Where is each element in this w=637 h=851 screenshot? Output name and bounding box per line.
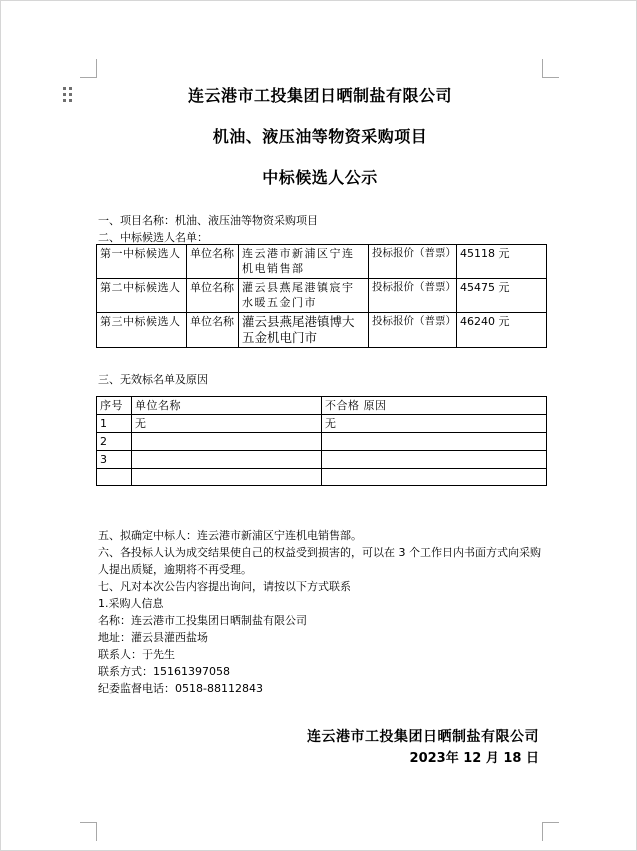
- index-cell: 2: [97, 433, 132, 451]
- section-1-project-name: 一、项目名称：机油、液压油等物资采购项目: [98, 214, 318, 227]
- col-header-reason: 不合格 原因: [322, 397, 547, 415]
- unit-cell: 无: [132, 415, 322, 433]
- section-5-winner: 五、拟确定中标人：连云港市新浦区宁连机电销售部。: [98, 529, 362, 542]
- table-row: [97, 245, 547, 279]
- doc-title-project: 机油、液压油等物资采购项目: [212, 127, 428, 146]
- table-row: [97, 313, 547, 348]
- section-2-candidate-list-heading: 二、中标候选人名单：: [98, 231, 208, 244]
- unit-label: 单位名称: [187, 313, 239, 348]
- candidate-rank: 第三中标候选人: [97, 313, 187, 348]
- signature-block: [98, 726, 542, 770]
- candidates-table: [96, 244, 547, 348]
- section-7-contact-heading: 七、凡对本次公告内容提出询问，请按以下方式联系: [98, 580, 351, 593]
- index-cell: 1: [97, 415, 132, 433]
- unit-label: 单位名称: [187, 245, 239, 279]
- doc-title-notice: 中标候选人公示: [262, 168, 378, 187]
- table-row: [97, 469, 547, 486]
- margin-crop-mark-top-left: [80, 59, 97, 78]
- table-row: [97, 279, 547, 313]
- table-row: [97, 451, 547, 469]
- col-header-index: 序号: [97, 397, 132, 415]
- unit-cell: [132, 433, 322, 451]
- reason-cell: 无: [322, 415, 547, 433]
- drag-handle-icon[interactable]: [63, 87, 72, 102]
- invalid-bids-table: [96, 396, 547, 486]
- purchaser-address: 地址：灌云县灌西盐场: [98, 631, 208, 644]
- price-value: 45118 元: [457, 245, 547, 279]
- signature-date: 2023年 12 月 18 日: [409, 751, 539, 766]
- margin-crop-mark-bottom-left: [80, 822, 97, 841]
- table-row: [97, 415, 547, 433]
- index-cell: 3: [97, 451, 132, 469]
- reason-cell: [322, 451, 547, 469]
- price-label: 投标报价（普票）: [369, 245, 457, 279]
- contact-phone: 联系方式：15161397058: [98, 665, 230, 678]
- unit-name: 灌云县燕尾港镇宸宇水暖五金门市: [239, 279, 369, 313]
- margin-crop-mark-bottom-right: [542, 822, 559, 841]
- price-value: 45475 元: [457, 279, 547, 313]
- unit-cell: [132, 451, 322, 469]
- unit-name: 灌云县燕尾港镇博大五金机电门市: [239, 313, 369, 348]
- reason-cell: [322, 433, 547, 451]
- unit-label: 单位名称: [187, 279, 239, 313]
- margin-crop-mark-top-right: [542, 59, 559, 78]
- col-header-unit: 单位名称: [132, 397, 322, 415]
- price-value: 46240 元: [457, 313, 547, 348]
- signature-company: 连云港市工投集团日晒制盐有限公司: [307, 729, 539, 745]
- discipline-phone: 纪委监督电话：0518-88112843: [98, 682, 263, 695]
- candidate-rank: 第一中标候选人: [97, 245, 187, 279]
- table-row: [97, 433, 547, 451]
- document-content: [98, 79, 542, 770]
- table-header-row: [97, 397, 547, 415]
- price-label: 投标报价（普票）: [369, 279, 457, 313]
- reason-cell: [322, 469, 547, 486]
- price-label: 投标报价（普票）: [369, 313, 457, 348]
- doc-title-company: 连云港市工投集团日晒制盐有限公司: [187, 86, 452, 105]
- unit-name: 连云港市新浦区宁连机电销售部: [239, 245, 369, 279]
- index-cell: [97, 469, 132, 486]
- contact-person: 联系人：于先生: [98, 648, 175, 661]
- purchaser-name: 名称：连云港市工投集团日晒制盐有限公司: [98, 614, 307, 627]
- purchaser-info-heading: 1.采购人信息: [98, 597, 164, 610]
- section-6-objection-notice: 六、各投标人认为成交结果使自己的权益受到损害的，可以在 3 个工作日内书面方式向采购人提出质疑，逾期将不再受理。: [98, 546, 541, 576]
- unit-cell: [132, 469, 322, 486]
- section-3-invalid-bids-heading: 三、无效标名单及原因: [98, 373, 208, 386]
- candidate-rank: 第二中标候选人: [97, 279, 187, 313]
